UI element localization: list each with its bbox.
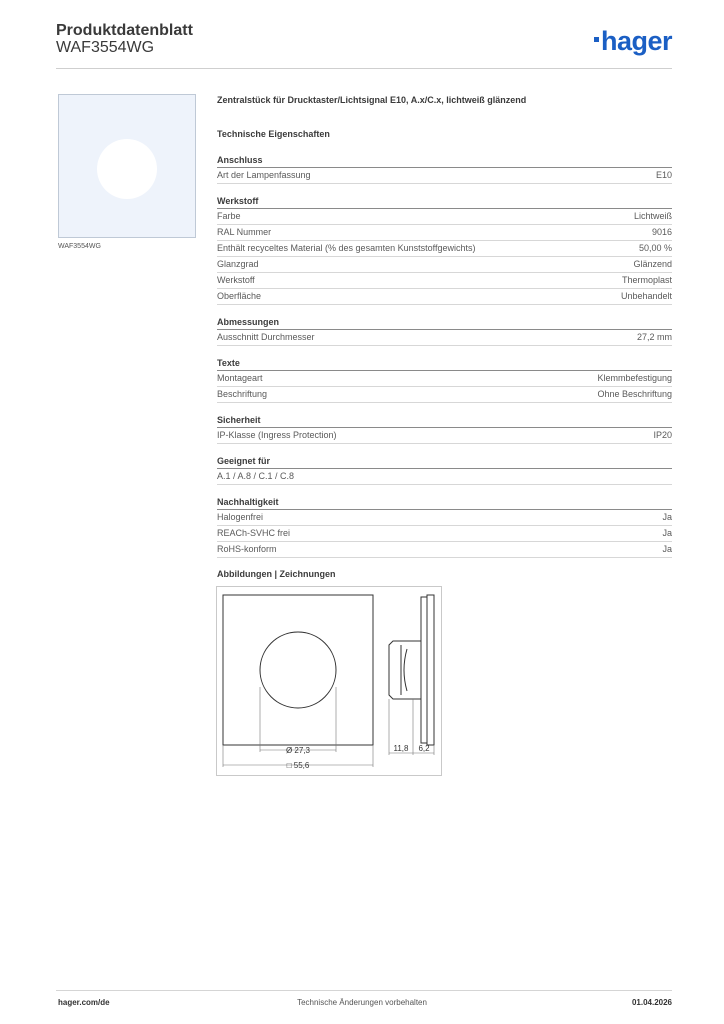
spec-row [217,542,672,558]
hager-logo [594,26,672,57]
spec-label: Farbe [217,211,241,221]
product-title: Zentralstück für Drucktaster/Lichtsignal E10, A.x/C.x, lichtweiß glänzend [217,95,527,105]
side-plate-inner [421,597,427,743]
section-title: Sicherheit [217,413,672,428]
section-title: Texte [217,356,672,371]
spec-value: E10 [655,170,672,180]
footer-note: Technische Änderungen vorbehalten [297,998,427,1007]
header-divider [56,68,672,69]
spec-label: Halogenfrei [217,512,264,522]
spec-label: Glanzgrad [217,259,259,269]
spec-label: IP-Klasse (Ingress Protection) [217,430,337,440]
spec-label: Oberfläche [217,291,262,301]
product-specs [217,95,672,558]
side-plate-outline [427,595,434,745]
technical-drawing [216,586,442,776]
drawing-svg [217,587,441,775]
spec-value: Ja [662,512,672,522]
spec-row [217,241,672,257]
product-image [58,94,196,238]
spec-section [217,194,672,305]
spec-label: Werkstoff [217,275,255,285]
product-image-circle [97,139,157,199]
section-title: Geeignet für [217,454,672,469]
spec-row [217,209,672,225]
spec-label: RAL Nummer [217,227,272,237]
dim-square-label: □ 55,6 [286,761,310,770]
spec-value: Glänzend [633,259,672,269]
tech-heading: Technische Eigenschaften [217,129,330,139]
section-title: Anschluss [217,153,672,168]
front-square-outline [223,595,373,745]
spec-row [217,469,672,485]
spec-row [217,225,672,241]
spec-value: IP20 [653,430,672,440]
spec-label: Montageart [217,373,263,383]
spec-sections [217,153,672,558]
footer-website[interactable]: hager.com/de [58,998,110,1007]
spec-section [217,454,672,485]
spec-value: 27,2 mm [636,332,672,342]
product-image-caption: WAF3554WG [58,243,101,250]
spec-label: A.1 / A.8 / C.1 / C.8 [217,471,295,481]
spec-row [217,330,672,346]
spec-label: Beschriftung [217,389,268,399]
spec-value: Unbehandelt [620,291,672,301]
spec-row [217,168,672,184]
document-title: Produktdatenblatt [56,22,193,39]
spec-row [217,371,672,387]
drawing-title: Abbildungen | Zeichnungen [217,569,336,579]
spec-label: Enthält recyceltes Material (% des gesamten Kunststoffgewichts) [217,243,476,253]
side-body-outline [389,641,421,699]
spec-row [217,510,672,526]
spec-value: 9016 [651,227,672,237]
footer-date: 01.04.2026 [631,998,672,1007]
dim-depth2-label: 6,2 [418,744,430,753]
side-body-detail [401,645,407,695]
spec-value: Klemmbefestigung [597,373,672,383]
spec-row [217,289,672,305]
spec-row [217,257,672,273]
spec-section [217,495,672,558]
front-circle-outline [260,632,336,708]
spec-row [217,387,672,403]
spec-section [217,315,672,346]
spec-value: Ja [662,544,672,554]
spec-value: Ja [662,528,672,538]
brand-name: hager [600,26,672,56]
dim-circle-label: Ø 27,3 [285,746,311,755]
logo-mark-icon [594,37,599,42]
spec-row [217,428,672,444]
spec-value: Ohne Beschriftung [597,389,672,399]
spec-value: Thermoplast [621,275,672,285]
section-title: Werkstoff [217,194,672,209]
spec-label: Art der Lampenfassung [217,170,311,180]
article-number: WAF3554WG [56,39,155,56]
spec-label: Ausschnitt Durchmesser [217,332,315,342]
spec-label: RoHS-konform [217,544,277,554]
spec-label: REACh-SVHC frei [217,528,291,538]
section-title: Nachhaltigkeit [217,495,672,510]
section-title: Abmessungen [217,315,672,330]
spec-section [217,413,672,444]
spec-section [217,153,672,184]
spec-value: 50,00 % [638,243,672,253]
spec-value: Lichtweiß [633,211,672,221]
spec-section [217,356,672,403]
spec-row [217,526,672,542]
spec-row [217,273,672,289]
dim-depth1-label: 11,8 [393,744,409,753]
footer-divider [56,990,672,991]
